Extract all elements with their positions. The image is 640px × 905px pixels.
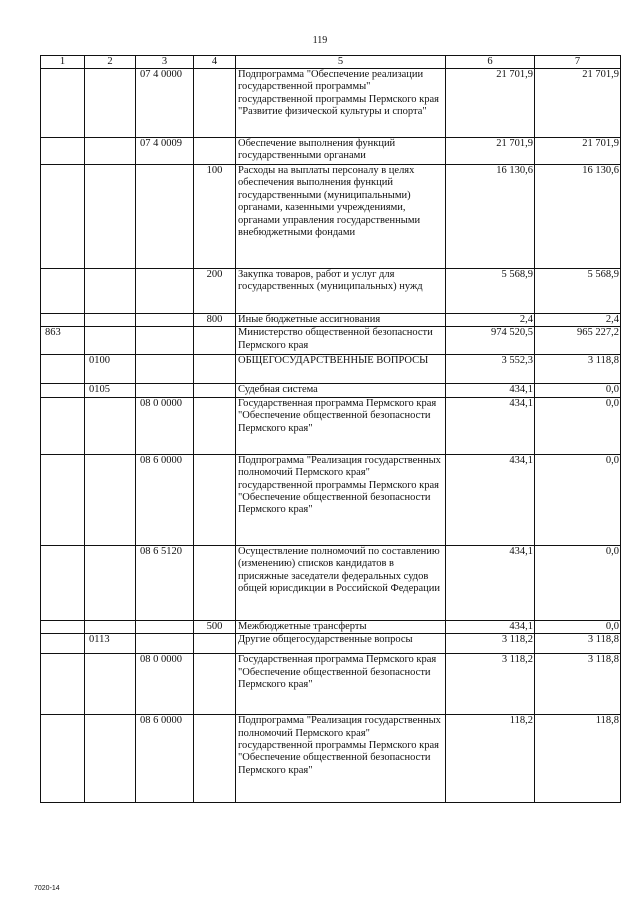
cell-amount-2: 0,0 — [535, 620, 621, 633]
cell-description: Государственная программа Пермского края "Обеспечение общественной безопасности Пермского края" — [236, 397, 446, 454]
header-cell: 7 — [535, 56, 621, 69]
cell-amount-1: 5 568,9 — [446, 269, 535, 314]
cell-ministry — [41, 314, 85, 327]
header-cell: 6 — [446, 56, 535, 69]
cell-ministry — [41, 545, 85, 620]
cell-ministry — [41, 165, 85, 269]
cell-ministry — [41, 269, 85, 314]
table-row — [41, 355, 621, 384]
cell-description: ОБЩЕГОСУДАРСТВЕННЫЕ ВОПРОСЫ — [236, 355, 446, 384]
table-row — [41, 165, 621, 269]
cell-amount-1: 2,4 — [446, 314, 535, 327]
cell-ministry — [41, 715, 85, 803]
cell-section — [85, 620, 136, 633]
cell-description: Подпрограмма "Реализация государственных полномочий Пермского края" государственной программы Пермского края "Обеспечение общественной безопасности Пермского края" — [236, 454, 446, 545]
cell-section — [85, 397, 136, 454]
cell-section — [85, 654, 136, 715]
cell-amount-1: 16 130,6 — [446, 165, 535, 269]
cell-amount-1: 3 118,2 — [446, 634, 535, 654]
cell-expense-type — [194, 397, 236, 454]
cell-description: Межбюджетные трансферты — [236, 620, 446, 633]
cell-description: Иные бюджетные ассигнования — [236, 314, 446, 327]
header-cell: 3 — [136, 56, 194, 69]
cell-expense-type — [194, 634, 236, 654]
cell-amount-1: 21 701,9 — [446, 69, 535, 138]
cell-ministry — [41, 397, 85, 454]
cell-amount-2: 0,0 — [535, 384, 621, 397]
cell-section: 0105 — [85, 384, 136, 397]
cell-amount-2: 965 227,2 — [535, 327, 621, 355]
cell-amount-2: 5 568,9 — [535, 269, 621, 314]
cell-amount-1: 434,1 — [446, 397, 535, 454]
cell-target-article: 08 6 5120 — [136, 545, 194, 620]
table-row — [41, 269, 621, 314]
cell-amount-2: 3 118,8 — [535, 654, 621, 715]
cell-amount-2: 0,0 — [535, 545, 621, 620]
cell-expense-type: 100 — [194, 165, 236, 269]
cell-expense-type: 200 — [194, 269, 236, 314]
table-row — [41, 327, 621, 355]
cell-description: Обеспечение выполнения функций государственными органами — [236, 138, 446, 165]
cell-ministry: 863 — [41, 327, 85, 355]
cell-section — [85, 165, 136, 269]
cell-amount-1: 3 118,2 — [446, 654, 535, 715]
cell-section — [85, 715, 136, 803]
cell-amount-2: 118,8 — [535, 715, 621, 803]
table-row — [41, 715, 621, 803]
cell-expense-type: 500 — [194, 620, 236, 633]
cell-description: Подпрограмма "Обеспечение реализации государственной программы" государственной программы Пермского края "Развитие физической культуры и спорта" — [236, 69, 446, 138]
cell-ministry — [41, 620, 85, 633]
cell-amount-2: 2,4 — [535, 314, 621, 327]
cell-amount-2: 3 118,8 — [535, 634, 621, 654]
cell-section — [85, 314, 136, 327]
cell-section: 0113 — [85, 634, 136, 654]
cell-amount-1: 434,1 — [446, 545, 535, 620]
cell-target-article — [136, 355, 194, 384]
cell-target-article — [136, 634, 194, 654]
cell-amount-2: 21 701,9 — [535, 69, 621, 138]
cell-expense-type — [194, 384, 236, 397]
cell-ministry — [41, 654, 85, 715]
cell-section — [85, 69, 136, 138]
cell-section — [85, 138, 136, 165]
cell-target-article — [136, 327, 194, 355]
table-row — [41, 397, 621, 454]
table-row — [41, 314, 621, 327]
cell-target-article — [136, 165, 194, 269]
cell-expense-type — [194, 545, 236, 620]
cell-amount-1: 21 701,9 — [446, 138, 535, 165]
cell-amount-1: 974 520,5 — [446, 327, 535, 355]
cell-expense-type — [194, 138, 236, 165]
cell-target-article: 08 0 0000 — [136, 654, 194, 715]
cell-ministry — [41, 69, 85, 138]
cell-target-article — [136, 620, 194, 633]
cell-target-article: 08 0 0000 — [136, 397, 194, 454]
cell-expense-type — [194, 355, 236, 384]
cell-target-article: 08 6 0000 — [136, 454, 194, 545]
table-row — [41, 454, 621, 545]
cell-section: 0100 — [85, 355, 136, 384]
cell-amount-1: 3 552,3 — [446, 355, 535, 384]
table-row — [41, 545, 621, 620]
cell-target-article — [136, 269, 194, 314]
cell-ministry — [41, 384, 85, 397]
footer-code: 7020-14 — [34, 885, 60, 892]
cell-section — [85, 454, 136, 545]
table-header-row — [41, 56, 621, 69]
cell-description: Министерство общественной безопасности Пермского края — [236, 327, 446, 355]
cell-description: Государственная программа Пермского края "Обеспечение общественной безопасности Пермского края" — [236, 654, 446, 715]
cell-target-article: 08 6 0000 — [136, 715, 194, 803]
header-cell: 4 — [194, 56, 236, 69]
budget-table — [40, 55, 621, 803]
cell-section — [85, 327, 136, 355]
page-number: 119 — [312, 35, 328, 46]
cell-ministry — [41, 355, 85, 384]
cell-target-article — [136, 314, 194, 327]
table-row — [41, 138, 621, 165]
table-row — [41, 69, 621, 138]
cell-amount-2: 0,0 — [535, 454, 621, 545]
cell-amount-2: 16 130,6 — [535, 165, 621, 269]
cell-expense-type — [194, 327, 236, 355]
cell-expense-type — [194, 654, 236, 715]
cell-description: Расходы на выплаты персоналу в целях обеспечения выполнения функций государственными (муниципальными) органами, казенными учреждениями, органами управления государственными внебюджетными фондами — [236, 165, 446, 269]
cell-target-article: 07 4 0009 — [136, 138, 194, 165]
header-cell: 5 — [236, 56, 446, 69]
cell-expense-type — [194, 69, 236, 138]
cell-description: Судебная система — [236, 384, 446, 397]
cell-description: Закупка товаров, работ и услуг для государственных (муниципальных) нужд — [236, 269, 446, 314]
cell-amount-1: 434,1 — [446, 620, 535, 633]
table-row — [41, 384, 621, 397]
cell-amount-2: 0,0 — [535, 397, 621, 454]
cell-expense-type — [194, 454, 236, 545]
cell-description: Осуществление полномочий по составлению (изменению) списков кандидатов в присяжные заседатели федеральных судов общей юрисдикции в Российской Федерации — [236, 545, 446, 620]
cell-target-article — [136, 384, 194, 397]
cell-ministry — [41, 138, 85, 165]
cell-target-article: 07 4 0000 — [136, 69, 194, 138]
cell-amount-1: 434,1 — [446, 454, 535, 545]
cell-section — [85, 269, 136, 314]
table-row — [41, 634, 621, 654]
table-row — [41, 654, 621, 715]
cell-expense-type: 800 — [194, 314, 236, 327]
cell-ministry — [41, 454, 85, 545]
cell-amount-1: 118,2 — [446, 715, 535, 803]
cell-ministry — [41, 634, 85, 654]
cell-amount-2: 3 118,8 — [535, 355, 621, 384]
cell-amount-2: 21 701,9 — [535, 138, 621, 165]
cell-description: Подпрограмма "Реализация государственных полномочий Пермского края" государственной программы Пермского края "Обеспечение общественной безопасности Пермского края" — [236, 715, 446, 803]
cell-section — [85, 545, 136, 620]
table-row — [41, 620, 621, 633]
header-cell: 1 — [41, 56, 85, 69]
cell-amount-1: 434,1 — [446, 384, 535, 397]
cell-description: Другие общегосударственные вопросы — [236, 634, 446, 654]
header-cell: 2 — [85, 56, 136, 69]
cell-expense-type — [194, 715, 236, 803]
